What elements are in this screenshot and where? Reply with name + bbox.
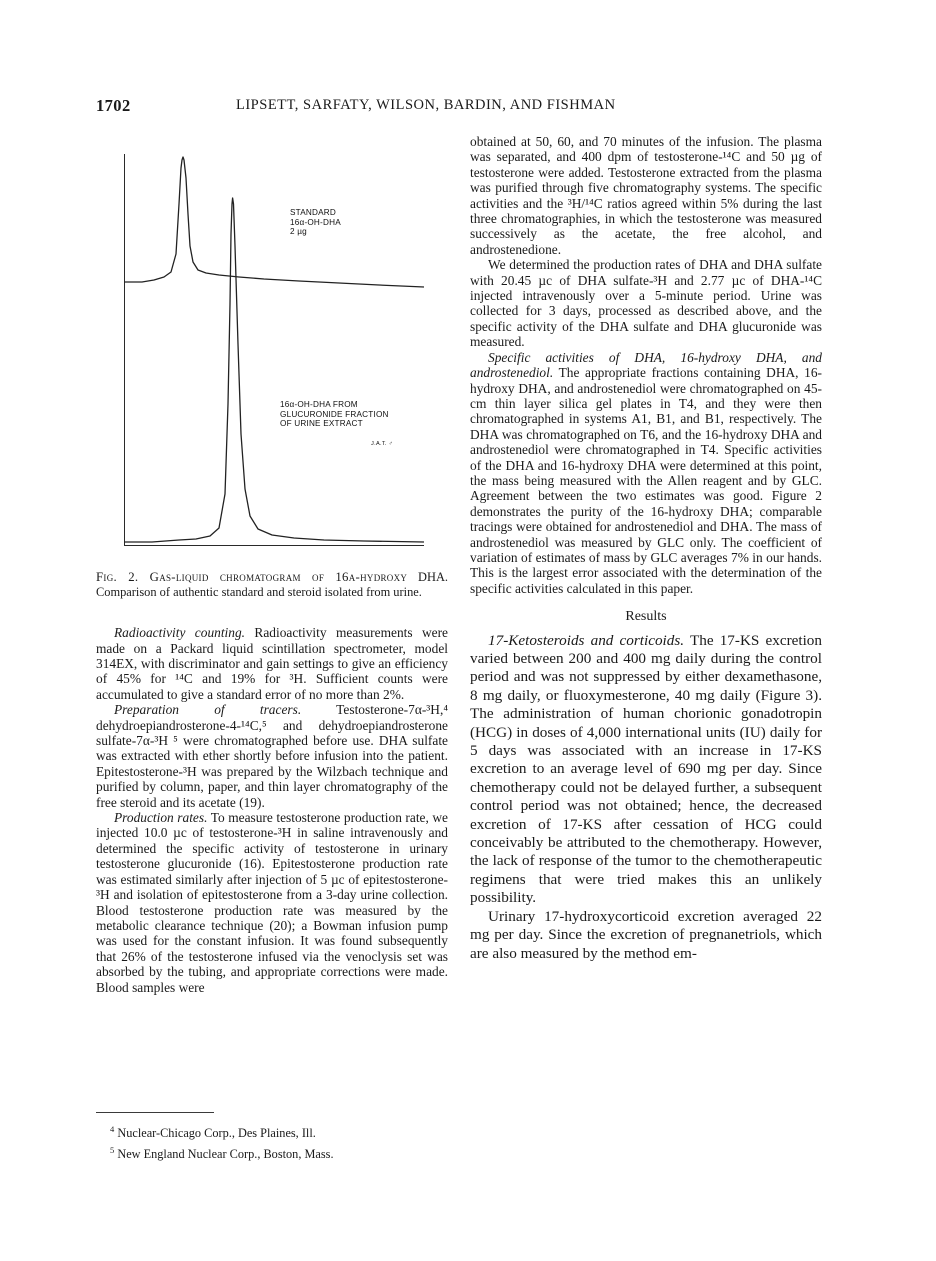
paragraph-text: We determined the production rates of DHA and DHA sulfate with 20.45 µc of DHA sulfate-³H and 2.77 µc of DHA-¹⁴C injected intravenously over a 5-minute period. Urine was collected for 3 days, processed as described above, and the specific activity of the DHA sulfate and DHA glucuronide was measured.	[470, 257, 822, 350]
paragraph-preparation-of-tracers	[96, 702, 448, 810]
paragraph-text: The 17-KS excretion varied between 200 and 400 mg daily during the control period and was not suppressed by either dexamethasone, 8 mg daily, or fluoxymesterone, 40 mg daily (Figure 3). The administration of human chorionic gonadotropin (HCG) in doses of 4,000 international units (IU) daily for 5 days was associated with an increase in 17-KS excretion to an average level of 690 mg per day. Since chemotherapy could not be delayed further, a subsequent control period was not obtained; hence, the decreased excretion of 17-KS after cessation of HCG could conceivably be attributed to the chemotherapy. However, the lack of response of the tumor to the chemotherapeutic regimens that were tried makes this an unlikely possibility.	[470, 631, 822, 907]
figure-label-extract-line-3: OF URINE EXTRACT	[280, 419, 363, 429]
chromatogram-traces	[124, 154, 426, 547]
figure-label-standard-line-2: 16α-OH-DHA	[290, 217, 341, 227]
figure-caption	[96, 570, 448, 599]
figure-label-standard-line-3: 2 µg	[290, 227, 307, 237]
paragraph-infusion-sampling	[470, 134, 822, 257]
figure-label-initials: J.A.T. ♂	[371, 441, 394, 447]
run-in-heading-17-ketosteroids: 17-Ketosteroids and corticoids.	[488, 631, 685, 649]
paragraph-17-ketosteroids	[470, 632, 822, 908]
running-head	[96, 96, 840, 114]
run-in-heading-production-rates: Production rates.	[114, 810, 208, 826]
footnotes	[96, 1122, 448, 1165]
figure-2	[96, 134, 448, 564]
right-column	[470, 134, 822, 963]
figure-label-extract-line-2: GLUCURONIDE FRACTION	[280, 409, 389, 419]
run-in-heading-radioactivity: Radioactivity counting.	[114, 625, 246, 641]
paragraph-text: obtained at 50, 60, and 70 minutes of the infusion. The plasma was separated, and 400 dpm of testosterone-¹⁴C and 50 µg of testosterone were added. Testosterone extracted from the plasma was purified through five chromatography systems. The specific activities and the ³H/¹⁴C ratios agreed within 5% during the last three chromatographies, in which the testosterone was measured successively as the acetate, the free alcohol, and androstenedione.	[470, 134, 822, 257]
figure-label-standard	[290, 208, 341, 237]
figure-label-extract	[280, 400, 389, 429]
figure-caption-body: DHA. Comparison of authentic standard and steroid isolated from urine.	[96, 570, 448, 599]
footnote-item	[96, 1143, 448, 1162]
left-column	[96, 134, 448, 995]
paragraph-text: Urinary 17-hydroxycorticoid excretion averaged 22 mg per day. Since the excretion of pregnanetriols, which are also measured by the method em-	[470, 907, 822, 962]
footnote-text: Nuclear-Chicago Corp., Des Plaines, Ill.	[117, 1126, 316, 1141]
run-in-heading-specific-activities: Specific activities of DHA, 16-hydroxy DHA, and androstenediol.	[470, 349, 822, 381]
running-head-title: LIPSETT, SARFATY, WILSON, BARDIN, AND FISHMAN	[236, 97, 616, 113]
paragraph-17-hydroxycorticoid	[470, 908, 822, 963]
footnote-item	[96, 1122, 448, 1141]
run-in-heading-tracers: Preparation of tracers.	[114, 702, 302, 718]
paragraph-production-rates	[96, 810, 448, 995]
paragraph-text: Testosterone-7α-³H,⁴ dehydroepiandrosterone-4-¹⁴C,⁵ and dehydroepiandrosterone sulfate-7α-³H ⁵ were chromatographed before use. DHA sulfate was extracted with ether shortly before infusion into the patient. Epitestosterone-³H was prepared by the Wilzbach technique and purified by column, paper, and thin layer chromatography of the free steroid and its acetate (19).	[96, 702, 448, 810]
figure-label-extract-line-1: 16α-OH-DHA FROM	[280, 400, 358, 409]
footnote-marker: 5	[110, 1145, 115, 1156]
chromatogram-chart	[106, 146, 436, 551]
paragraph-radioactivity-counting	[96, 625, 448, 702]
paragraph-specific-activities	[470, 350, 822, 597]
paragraph-text: The appropriate fractions containing DHA, 16-hydroxy DHA, and androstenediol were chromatographed on 45-cm thin layer silica gel plates in T4, and they were then chromatographed in systems A1, B1, and B1, respectively. The DHA was chromatographed on T6, and the 16-hydroxy DHA and androstenediol were chromatographed in T4. Specific activities of the DHA and 16-hydroxy DHA were determined at this point, the mass being measured with the Allen reagent and by GLC. Agreement between the two estimates was good. Figure 2 demonstrates the purity of the 16-hydroxy DHA; comparable tracings were obtained for androstenediol and DHA. The mass of androstenediol was measured by GLC only. The coefficient of variation of estimates of mass by GLC averages 7% in our hands. This is the largest error associated with the determination of the specific activities calculated in this paper.	[470, 365, 822, 596]
paragraph-text: Radioactivity measurements were made on a Packard liquid scintillation spectrometer, model 314EX, with discriminator and gain settings to give an efficiency of 45% for ¹⁴C and 19% for ³H. Sufficient counts were accumulated to give a standard error of no more than 2%.	[96, 625, 448, 702]
footnote-marker: 4	[110, 1124, 115, 1134]
figure-spacer	[96, 599, 448, 625]
footnote-rule	[96, 1112, 214, 1113]
results-heading: Results	[625, 609, 667, 625]
results-body	[470, 632, 822, 963]
figure-caption-head: Fig. 2. Gas-liquid chromatogram of 16α-hydroxy	[96, 570, 408, 584]
paragraph-dha-production-rates	[470, 257, 822, 349]
page-number: 1702	[96, 96, 131, 115]
paragraph-text: To measure testosterone production rate, we injected 10.0 µc of testosterone-³H in saline intravenously and determined the specific activity of testosterone in urinary testosterone glucuronide (16). Epitestosterone production rate was estimated similarly after injection of 5 µc of epitestosterone-³H and isolation of epitestosterone from a 3-day urine collection. Blood testosterone production rate was measured by the metabolic clearance technique (20); a Bowman infusion pump was used for the constant infusion. It was found subsequently that 26% of the testosterone infused via the venoclysis set was absorbed by the tubing, and appropriate corrections were made. Blood samples were	[96, 810, 448, 995]
figure-label-standard-line-1: STANDARD	[290, 208, 337, 217]
footnote-text: New England Nuclear Corp., Boston, Mass.	[117, 1147, 334, 1162]
